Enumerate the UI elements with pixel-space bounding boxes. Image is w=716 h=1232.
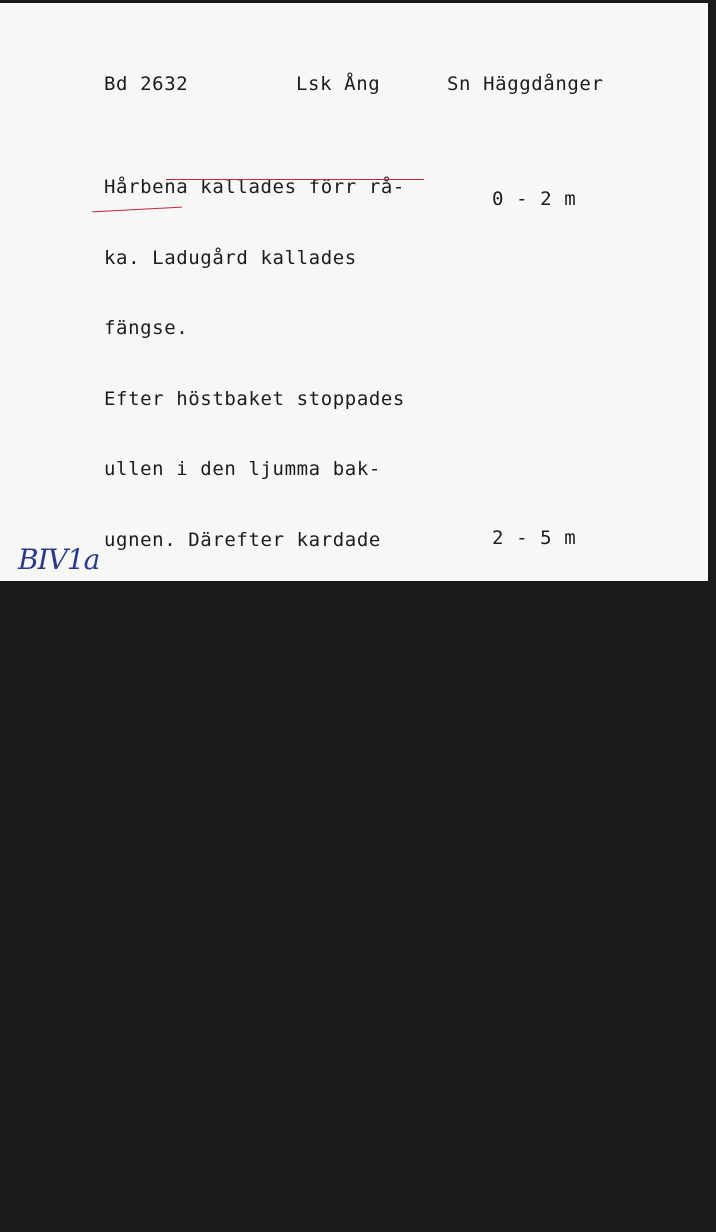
- text-line: fängse.: [104, 317, 189, 339]
- text-line: Efter höstbaket stoppades: [104, 387, 405, 410]
- text-line: ka. Ladugård kallades: [104, 246, 357, 269]
- text-line: väv.: [104, 1163, 153, 1185]
- handwritten-code: BIV1a: [18, 543, 100, 576]
- text-line: Därefter vävdes finväv,: [104, 951, 381, 974]
- text-line: ugnen. Därefter kardade: [104, 528, 381, 551]
- text-line: man. Linet skulle redas: [104, 599, 381, 621]
- text-line: dagen då det tvättades.: [104, 881, 381, 903]
- text-line: spann man lin till Vårfru-: [104, 810, 418, 833]
- text-line: dagen stickade man. Sen: [104, 740, 381, 762]
- landskap-field: Lsk Ång: [296, 73, 381, 95]
- text-line: väv. Blåkläder och plock-: [104, 1092, 405, 1115]
- catalog-id: Bd 2632: [104, 73, 189, 95]
- red-pencil-underline: [166, 179, 424, 180]
- socken-field: Sn Häggdånger: [447, 73, 604, 95]
- text-line: Hårbena kallades förr rå-: [104, 176, 405, 198]
- text-line: upp före jul. Efter 20:e: [104, 669, 393, 692]
- text-line: hushållsväv och strögarns-: [104, 1022, 418, 1044]
- measurement-first: 0 - 2 m: [492, 188, 577, 210]
- measurement-second: 2 - 5 m: [492, 527, 577, 549]
- text-line: ullen i den ljumma bak-: [104, 458, 381, 480]
- card-body-text: [104, 130, 417, 1232]
